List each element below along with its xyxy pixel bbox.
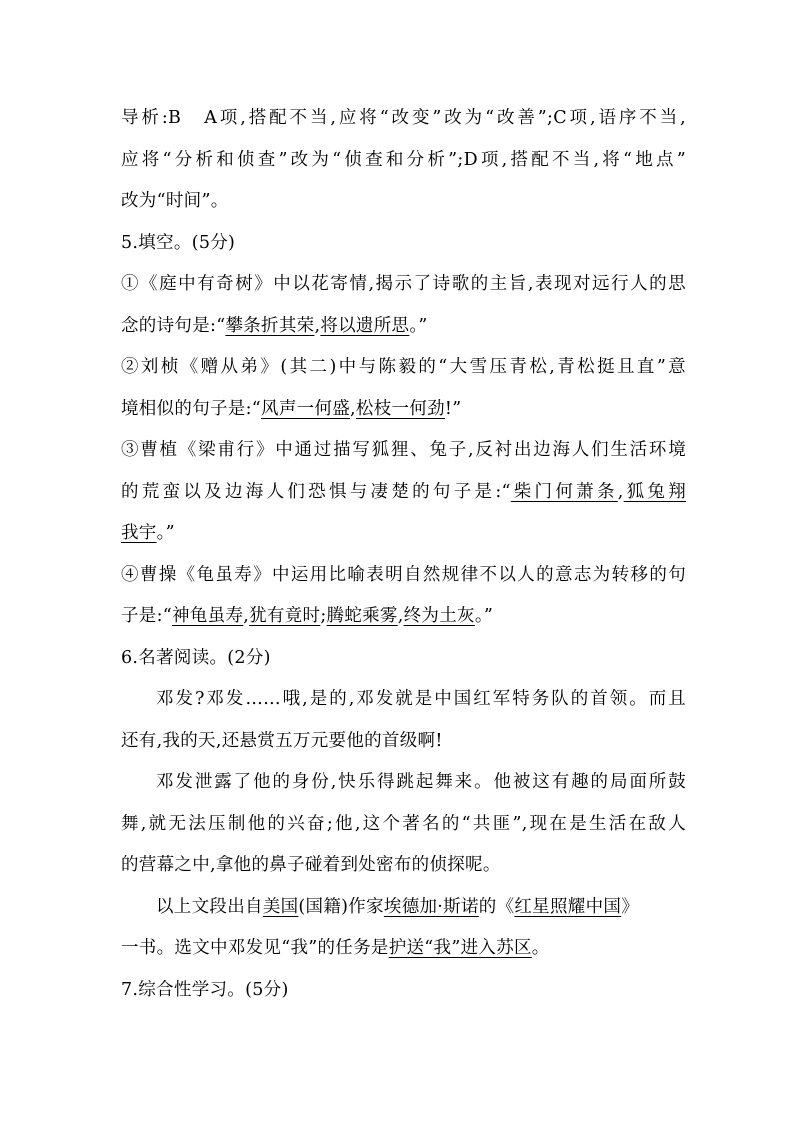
q6-answer-country: 美国 xyxy=(262,896,299,917)
question-7-heading: 7.综合性学习。(5分) xyxy=(121,979,289,1000)
q5-item1-suffix: 。” xyxy=(409,315,428,336)
q5-item4-sep1: , xyxy=(243,606,250,626)
q5-item3-line1: ③曹植《梁甫行》中通过描写狐狸、兔子,反衬出边海人们生活环境 xyxy=(121,440,686,460)
q5-item4-answer-a: 神龟虽寿 xyxy=(172,606,244,626)
q5-item1-answer-a: 攀条折其荣 xyxy=(225,315,315,336)
q5-item2-sep: , xyxy=(350,398,356,419)
q6-answer-text6: 。 xyxy=(531,938,550,958)
q5-item1-prefix: 念的诗句是:“ xyxy=(121,315,226,336)
document-page xyxy=(121,98,686,1011)
q6-answer-text1: 以上文段出自 xyxy=(156,896,263,917)
q5-item4-answer-d: 终为土灰 xyxy=(403,606,475,626)
question-5-heading: 5.填空。(5分) xyxy=(121,232,236,253)
q6-answer-line2 xyxy=(121,928,686,970)
q5-item4-sep3: , xyxy=(397,606,404,626)
q6-para1-line2: 还有,我的天,还悬赏五万元要他的首级啊! xyxy=(121,730,443,751)
q5-item4-prefix: 子是:“ xyxy=(121,606,173,626)
q5-item3-answer-a: 柴门何萧条 xyxy=(510,481,618,502)
q6-para2-line3: 的营幕之中,拿他的鼻子碰着到处密布的侦探呢。 xyxy=(121,855,501,875)
q6-answer-task: 护送“我”进入苏区 xyxy=(388,938,532,958)
analysis-line-3: 改为“时间”。 xyxy=(121,191,229,211)
q5-item1-answer-b: 将以遗所思 xyxy=(320,315,410,336)
q5-item2-line2 xyxy=(121,389,686,431)
q5-item2-answer-a: 风声一何盛 xyxy=(261,398,351,419)
q6-para2-line1: 邓发泄露了他的身份,快乐得跳起舞来。他被这有趣的局面所鼓 xyxy=(156,772,686,792)
q6-answer-book: 红星照耀中国 xyxy=(514,896,622,917)
q6-para2-line2: 舞,就无法压制他的兴奋;他,这个著名的“共匪”,现在是生活在敌人 xyxy=(121,813,686,834)
q5-item3-prefix: 的荒蛮以及边海人们恐惧与凄楚的句子是:“ xyxy=(121,481,511,502)
q5-item4-answer-c: 腾蛇乘雾 xyxy=(326,606,398,626)
q6-answer-text2: (国籍)作家 xyxy=(298,896,384,917)
q6-answer-line1 xyxy=(121,887,686,929)
q6-answer-author: 埃德加·斯诺 xyxy=(383,896,479,917)
q6-answer-text5: 一书。选文中邓发见“我”的任务是 xyxy=(121,938,389,958)
q6-para1-line1: 邓发?邓发……哦,是的,邓发就是中国红军特务队的首领。而且 xyxy=(156,689,686,709)
q5-item4-answer-b: 犹有竟时 xyxy=(249,606,321,626)
q6-answer-text3: 的《 xyxy=(478,896,515,917)
q5-item3-answer-b-part2: 我宇 xyxy=(121,523,157,543)
q5-item4-suffix: 。” xyxy=(474,606,494,626)
q5-item4-line1: ④曹操《龟虽寿》中运用比喻表明自然规律不以人的意志为转移的句 xyxy=(121,564,686,585)
analysis-line-2: 应将“分析和侦查”改为“侦查和分析”;D项,搭配不当,将“地点” xyxy=(121,149,686,170)
q5-item4-line2 xyxy=(121,596,686,638)
q5-item1-sep: , xyxy=(314,315,321,336)
q5-item2-line1: ②刘桢《赠从弟》(其二)中与陈毅的“大雪压青松,青松挺且直”意 xyxy=(121,357,686,377)
q5-item3-suffix: 。” xyxy=(156,523,175,543)
q5-item3-line3 xyxy=(121,513,686,555)
q5-item2-suffix: !” xyxy=(444,398,462,419)
q5-item3-sep: , xyxy=(617,481,624,502)
q5-item2-answer-b: 松枝一何劲 xyxy=(355,398,445,419)
q5-item1-line2 xyxy=(121,306,686,348)
q6-answer-text4: 》 xyxy=(621,896,639,917)
q5-item2-prefix: 境相似的句子是:“ xyxy=(121,398,262,419)
question-6-heading: 6.名著阅读。(2分) xyxy=(121,647,271,668)
q5-item3-answer-b-part1: 狐兔翔 xyxy=(623,481,687,502)
q5-item4-sep2: ; xyxy=(320,606,327,626)
q5-item1-line1: ①《庭中有奇树》中以花寄情,揭示了诗歌的主旨,表现对远行人的思 xyxy=(121,274,686,294)
analysis-line-1: 导析:B A项,搭配不当,应将“改变”改为“改善”;C项,语序不当, xyxy=(121,108,686,128)
q5-item3-line2 xyxy=(121,472,686,514)
